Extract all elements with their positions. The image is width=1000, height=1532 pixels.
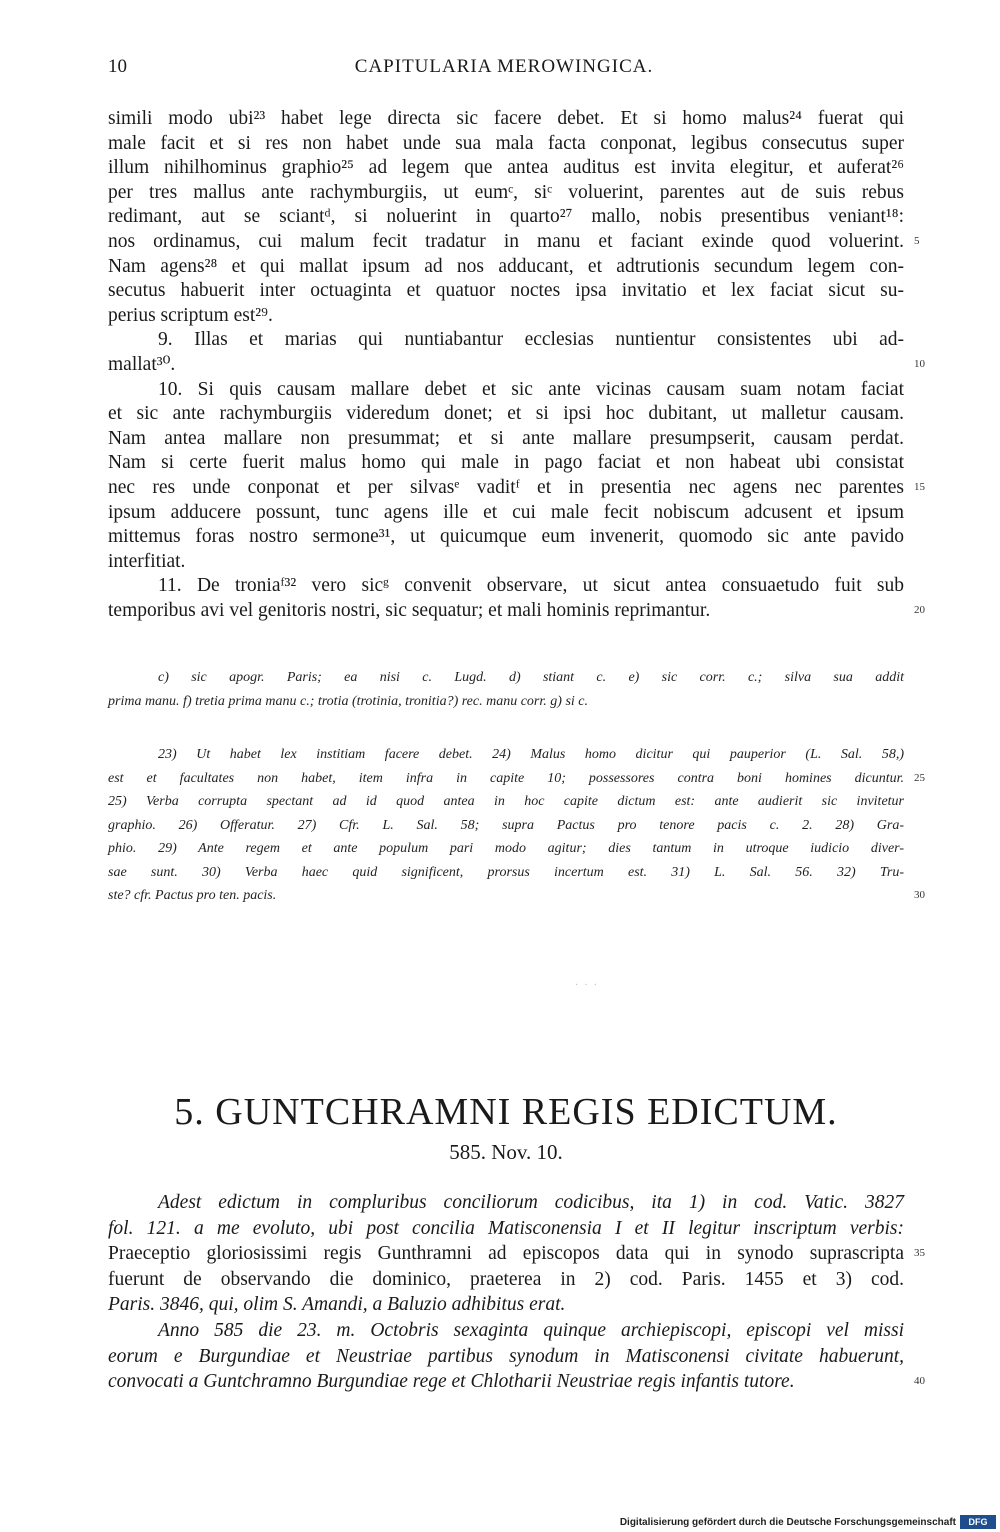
- text-line: ste? cfr. Pactus pro ten. pacis.: [108, 888, 277, 903]
- line-number: 40: [914, 1375, 925, 1388]
- line-number: 20: [914, 604, 925, 616]
- line-number: 30: [914, 889, 925, 901]
- text-line: Adest edictum in compluribus conciliorum codicibus, ita 1) in cod. Vatic. 3827: [158, 1192, 904, 1213]
- text-line: secutus habuerit inter octuaginta et quatuor noctes ipsa invitatio et lex faciat sicut su-: [108, 280, 904, 302]
- edict-title: 5. GUNTCHRAMNI REGIS EDICTUM.: [174, 1091, 838, 1133]
- text-line: Praeceptio gloriosissimi regis Gunthramni ad episcopos data qui in synodo suprascripta: [108, 1243, 904, 1265]
- text-line: convocati a Guntchramno Burgundiae rege et Chlotharii Neustriae regis infantis tutore.: [108, 1371, 795, 1393]
- text-line: 23) Ut habet lex institiam facere debet. 24) Malus homo dicitur qui pauperior (L. Sal. 58,): [158, 747, 904, 762]
- text-line: phio. 29) Ante regem et ante populum pari modo agitur; dies tantum in utroque iudicio diver-: [108, 841, 904, 856]
- text-line: prima manu. f) tretia prima manu c.; trotia (trotinia, tronitia?) rec. manu corr. g) si c.: [108, 694, 588, 709]
- text-line: simili modo ubi²³ habet lege directa sic facere debet. Et si homo malus²⁴ fuerat qui: [108, 108, 904, 129]
- text-line: Anno 585 die 23. m. Octobris sexaginta quinque archiepiscopi, episcopi vel missi: [158, 1320, 904, 1341]
- text-line: per tres mallus ante rachymburgiis, ut eumᶜ, siᶜ voluerint, parentes aut de suis rebus: [108, 181, 904, 203]
- text-line: 11. De troniaᶠ³² vero sicᵍ convenit observare, ut sicut antea consuaetudo fuit sub: [158, 575, 904, 597]
- page-number: 10: [108, 56, 127, 77]
- text-line: perius scriptum est²⁹.: [108, 304, 273, 326]
- text-line: sae sunt. 30) Verba haec quid significent, prorsus incertum est. 31) L. Sal. 56. 32) Tru-: [108, 864, 904, 880]
- text-line: Paris. 3846, qui, olim S. Amandi, a Baluzio adhibitus erat.: [108, 1294, 566, 1316]
- line-number: 35: [914, 1247, 925, 1260]
- text-line: fol. 121. a me evoluto, ubi post concilia Matisconensia I et II legitur inscriptum verbis:: [108, 1217, 904, 1239]
- text-line: ipsum adducere possunt, tunc agens ille et cui male fecit nobiscum adcusent et ipsum: [108, 501, 904, 523]
- line-number: 10: [914, 358, 925, 370]
- text-line: 10. Si quis causam mallare debet et sic ante vicinas causam suam notam faciat: [158, 378, 904, 400]
- text-line: nec res unde conponat et per silvasᵉ vaditᶠ et in presentia nec agens nec parentes: [108, 477, 904, 498]
- text-line: fuerunt de observando die dominico, praeterea in 2) cod. Paris. 1455 et 3) cod.: [108, 1268, 904, 1290]
- edict-date: 585. Nov. 10.: [449, 1140, 563, 1164]
- separator-dots: ···: [575, 980, 603, 991]
- text-line: nos ordinamus, cui malum fecit tradatur in manu et faciant exinde quod voluerint.: [108, 231, 904, 252]
- text-line: interfitiat.: [108, 550, 186, 572]
- text-line: 9. Illas et marias qui nuntiabantur ecclesias nuntientur consistentes ubi ad-: [158, 329, 904, 351]
- text-line: mallat³⁰.: [108, 354, 176, 375]
- line-number: 5: [914, 235, 920, 247]
- text-line: est et facultates non habet, item infra in capite 10; possessores contra boni homines dicuntur.: [108, 770, 904, 786]
- dfg-logo: DFG: [960, 1515, 996, 1529]
- text-line: redimant, aut se sciantᵈ, si noluerint in quarto²⁷ mallo, nobis presentibus veniant¹⁸:: [108, 206, 904, 228]
- text-line: Nam agens²⁸ et qui mallat ipsum ad nos adducant, et adtrutionis secundum legem con-: [108, 255, 904, 277]
- text-line: et sic ante rachymburgiis videredum donet; et si ipsi hoc dubitant, ut malletur causam.: [108, 403, 904, 425]
- running-header: [108, 56, 900, 86]
- line-number: 15: [914, 481, 925, 493]
- text-line: mittemus foras nostro sermone³¹, ut quicumque eum invenerit, quomodo sic ante pavido: [108, 526, 904, 548]
- text-line: Nam si certe fuerit malus homo qui male in pago faciat et non habeat ubi consistat: [108, 452, 904, 474]
- text-line: graphio. 26) Offeratur. 27) Cfr. L. Sal. 58; supra Pactus pro tenore pacis c. 2. 28) Gra-: [108, 817, 904, 833]
- text-line: c) sic apogr. Paris; ea nisi c. Lugd. d) stiant c. e) sic corr. c.; silva sua addit: [158, 670, 904, 685]
- footer-credit: Digitalisierung gefördert durch die Deutsche Forschungsgemeinschaft: [619, 1517, 956, 1528]
- line-number: 25: [914, 771, 925, 784]
- text-line: eorum e Burgundiae et Neustriae partibus synodum in Matisconensi civitate habuerunt,: [108, 1345, 904, 1367]
- running-title: CAPITULARIA MEROWINGICA.: [354, 56, 654, 77]
- text-line: Nam antea mallare non presummat; et si ante mallare presumpserit, causam perdat.: [108, 427, 904, 449]
- text-line: 25) Verba corrupta spectant ad id quod antea in hoc capite dictum est: ante audierit sic invitetur: [108, 794, 904, 809]
- text-line: temporibus avi vel genitoris nostri, sic sequatur; et mali hominis reprimantur.: [108, 600, 711, 621]
- text-line: male facit et si res non habet unde sua mala facta conponat, legibus consecutus super: [108, 132, 904, 154]
- text-line: illum nihilhominus graphio²⁵ ad legem que antea auditus est invita elegitur, et auferat²⁶: [108, 157, 904, 179]
